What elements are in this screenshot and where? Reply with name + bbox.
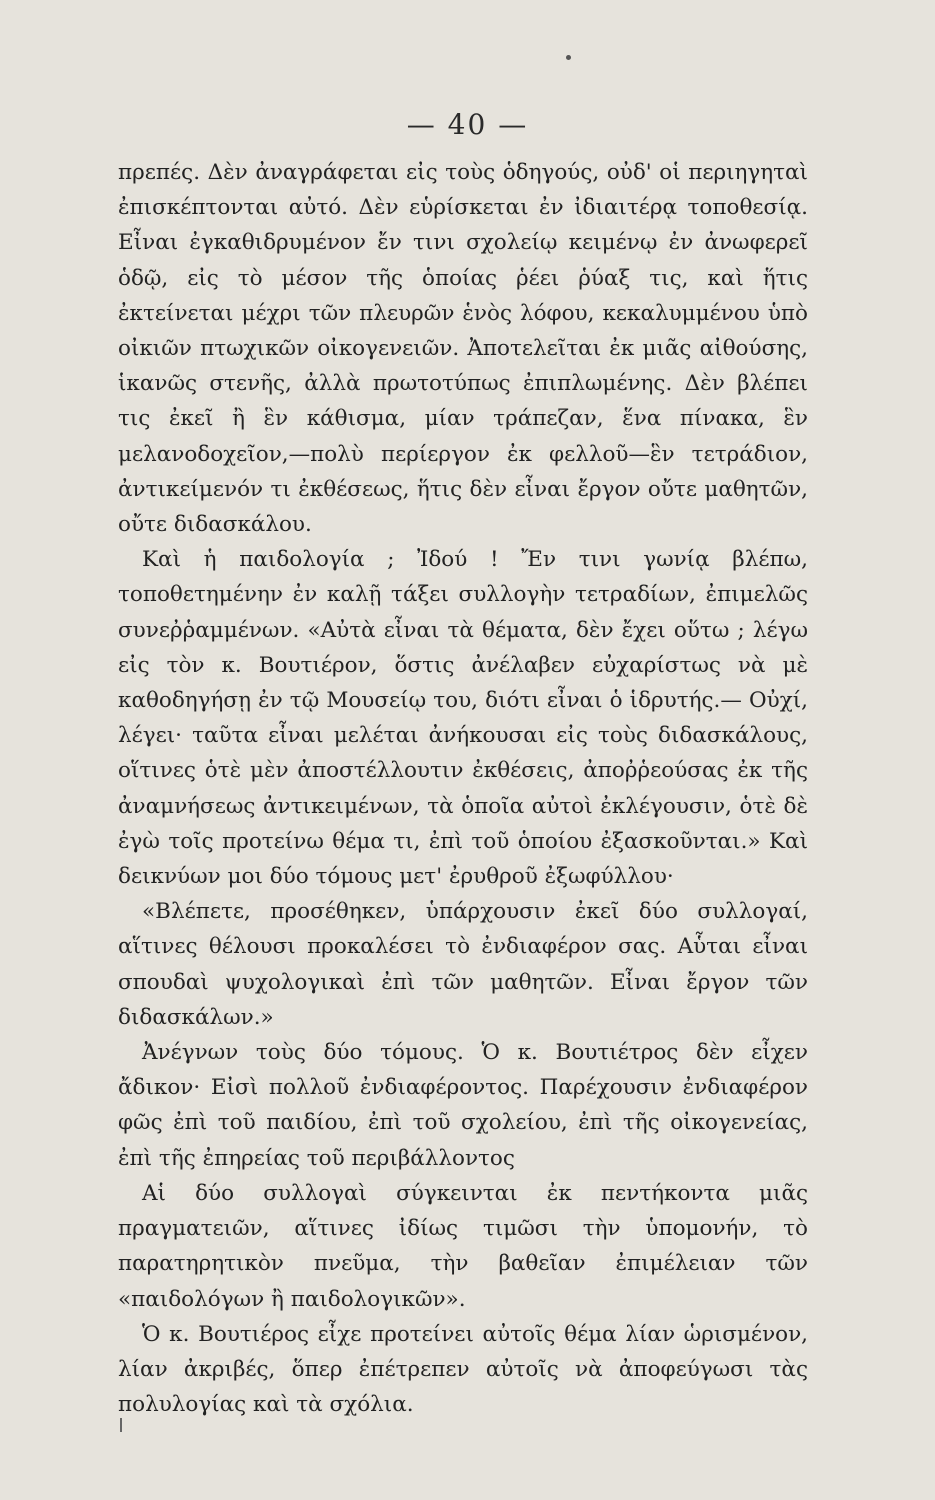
ink-speck (566, 55, 571, 60)
paragraph-1: πρεπές. Δὲν ἀναγράφεται εἰς τοὺς ὁδηγούς, οὐδ' οἱ περιηγηταὶ ἐπισκέπτονται αὐτό. Δὲν εὑρίσκεται ἐν ἰδιαιτέρᾳ τοποθεσίᾳ. Εἶναι ἐγκαθιδρυμένον ἔν τινι σχολείῳ κειμένῳ ἐν ἀνωφερεῖ ὁδῷ, εἰς τὸ μέσον τῆς ὁποίας ῥέει ῥύαξ τις, καὶ ἥτις ἐκτείνεται μέχρι τῶν πλευρῶν ἑνὸς λόφου, κεκαλυμμένου ὑπὸ οἰκιῶν πτωχικῶν οἰκογενειῶν. Ἀποτελεῖται ἐκ μιᾶς αἰθούσης, ἱκανῶς στενῆς, ἀλλὰ πρωτοτύπως ἐπιπλωμένης. Δὲν βλέπει τις ἐκεῖ ἢ ἓν κάθισμα, μίαν τράπεζαν, ἕνα πίνακα, ἓν μελανοδοχεῖον,—πολὺ περίεργον ἐκ φελλοῦ—ἓν τετράδιον, ἀντικείμενόν τι ἐκθέσεως, ἥτις δὲν εἶναι ἔργον οὔτε μαθητῶν, οὔτε διδασκάλου. (118, 160, 808, 538)
margin-mark (120, 1418, 122, 1432)
paragraph-2: Καὶ ἡ παιδολογία ; Ἰδού ! Ἔν τινι γωνίᾳ βλέπω, τοποθετημένην ἐν καλῇ τάξει συλλογὴν τετραδίων, ἐπιμελῶς συνεῤῥαμμένων. «Αὐτὰ εἶναι τὰ θέματα, δὲν ἔχει οὕτω ; λέγω εἰς τὸν κ. Βουτιέρον, ὅστις ἀνέλαβεν εὐχαρίστως νὰ μὲ καθοδηγήσῃ ἐν τῷ Μουσείῳ του, διότι εἶναι ὁ ἱδρυτής.— Οὐχί, λέγει· ταῦτα εἶναι μελέται ἀνήκουσαι εἰς τοὺς διδασκάλους, οἵτινες ὁτὲ μὲν ἀποστέλλουτιν ἐκθέσεις, ἀποῤῥεούσας ἐκ τῆς ἀναμνήσεως ἀντικειμένων, τὰ ὁποῖα αὐτοὶ ἐκλέγουσιν, ὁτὲ δὲ ἐγὼ τοῖς προτείνω θέμα τι, ἐπὶ τοῦ ὁποίου ἐξασκοῦνται.» Καὶ δεικνύων μοι δύο τόμους μετ' ἐρυθροῦ ἐξωφύλλου· (118, 547, 808, 890)
paragraph-4: Ἀνέγνων τοὺς δύο τόμους. Ὁ κ. Βουτιέτρος δὲν εἶχεν ἄδικον· Εἰσὶ πολλοῦ ἐνδιαφέροντος. Παρέχουσιν ἐνδιαφέρον φῶς ἐπὶ τοῦ παιδίου, ἐπὶ τοῦ σχολείου, ἐπὶ τῆς οἰκογενείας, ἐπὶ τῆς ἐπηρείας τοῦ περιβάλλοντος (118, 1040, 808, 1171)
paragraph-5: Αἱ δύο συλλογαὶ σύγκεινται ἐκ πεντήκοντα μιᾶς πραγματειῶν, αἵτινες ἰδίως τιμῶσι τὴν ὑπομονήν, τὸ παρατηρητικὸν πνεῦμα, τὴν βαθεῖαν ἐπιμέλειαν τῶν «παιδολόγων ἢ παιδολογικῶν». (118, 1180, 808, 1312)
paragraph-3: «Βλέπετε, προσέθηκεν, ὑπάρχουσιν ἐκεῖ δύο συλλογαί, αἵτινες θέλουσι προκαλέσει τὸ ἐνδιαφέρον σας. Αὗται εἶναι σπουδαὶ ψυχολογικαὶ ἐπὶ τῶν μαθητῶν. Εἶναι ἔργον τῶν διδασκάλων.» (118, 899, 808, 1030)
paragraph-6: Ὁ κ. Βουτιέρος εἶχε προτείνει αὐτοῖς θέμα λίαν ὡρισμένον, λίαν ἀκριβές, ὅπερ ἐπέτρεπεν αὐτοῖς νὰ ἀποφεύγωσι τὰς πολυλογίας καὶ τὰ σχόλια. (118, 1321, 808, 1418)
page-number-header: — 40 — (406, 108, 529, 141)
page-body (118, 155, 808, 1422)
